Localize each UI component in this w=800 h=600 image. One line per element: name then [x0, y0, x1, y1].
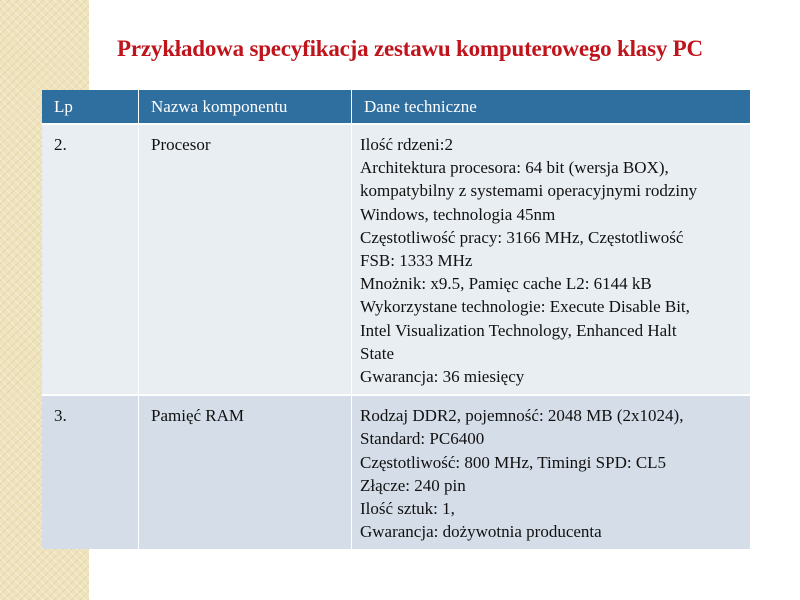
detail-line: Rodzaj DDR2, pojemność: 2048 MB (2x1024), — [360, 406, 684, 426]
detail-line: State — [360, 343, 394, 363]
cell-technical-data — [352, 395, 751, 549]
cell-component-name: Pamięć RAM — [139, 395, 352, 549]
cell-component-name: Procesor — [139, 124, 352, 395]
table-row — [42, 395, 750, 549]
table-header-row — [42, 90, 750, 124]
detail-line: kompatybilny z systemami operacyjnymi rodziny — [360, 181, 698, 201]
detail-line: Ilość sztuk: 1, — [360, 499, 455, 519]
detail-line: Standard: PC6400 — [360, 429, 485, 449]
detail-line: Wykorzystane technologie: Execute Disable Bit, — [360, 297, 690, 317]
detail-line: Złącze: 240 pin — [360, 475, 466, 495]
header-component-name: Nazwa komponentu — [139, 90, 352, 124]
detail-line: Ilość rdzeni:2 — [360, 135, 453, 154]
detail-line: Windows, technologia 45nm — [360, 204, 556, 224]
detail-line: Gwarancja: 36 miesięcy — [360, 367, 525, 387]
cell-lp: 3. — [42, 395, 139, 549]
cell-technical-data — [352, 124, 751, 395]
detail-line: Częstotliwość pracy: 3166 MHz, Częstotliwość — [360, 227, 684, 247]
detail-line: Architektura procesora: 64 bit (wersja BOX), — [360, 158, 669, 178]
detail-line: Częstotliwość: 800 MHz, Timingi SPD: CL5 — [360, 452, 667, 472]
detail-line: Gwarancja: dożywotnia producenta — [360, 522, 602, 542]
cell-lp: 2. — [42, 124, 139, 395]
detail-line: Mnożnik: x9.5, Pamięc cache L2: 6144 kB — [360, 274, 652, 294]
header-lp: Lp — [42, 90, 139, 124]
spec-table — [42, 90, 750, 549]
slide-title: Przykładowa specyfikacja zestawu komputerowego klasy PC — [117, 36, 703, 61]
detail-line: FSB: 1333 MHz — [360, 251, 473, 271]
header-technical-data: Dane techniczne — [352, 90, 751, 124]
table-row — [42, 124, 750, 395]
detail-line: Intel Visualization Technology, Enhanced Halt — [360, 320, 677, 340]
